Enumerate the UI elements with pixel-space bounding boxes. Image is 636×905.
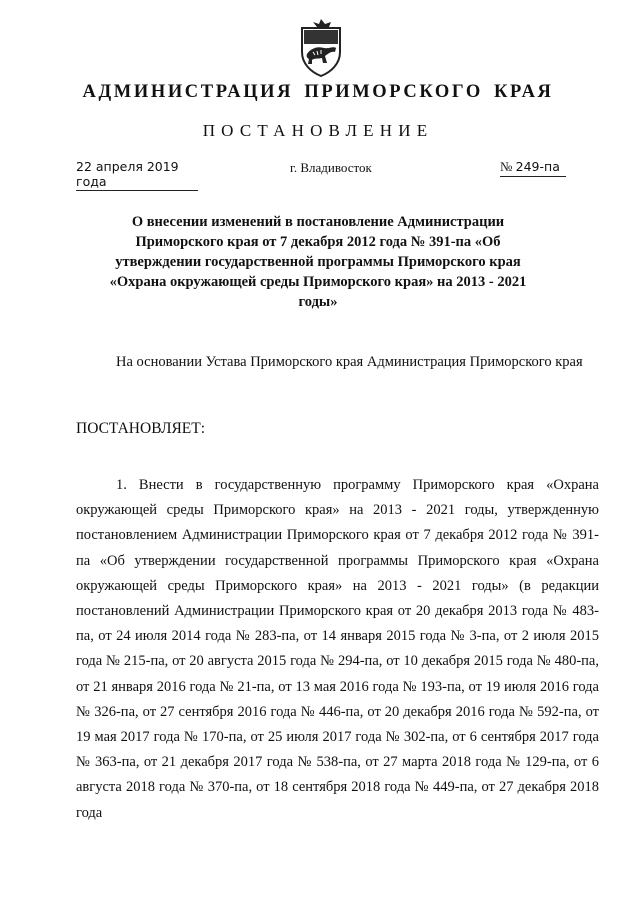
document-type: ПОСТАНОВЛЕНИЕ [202,121,434,140]
resolves-heading: ПОСТАНОВЛЯЕТ: [76,420,206,437]
number-prefix: № [500,159,513,174]
basis-paragraph: На основании Устава Приморского края Администрация Приморского края [116,354,583,370]
number-value: 249-па [515,159,560,174]
document-number [500,159,566,177]
item-1-paragraph: 1. Внести в государственную программу Приморского края «Охрана окружающей среды Приморского края» на 2013 - 2021 годы, утвержденную постановлением Администрации Приморского края от 7 декабря 2012 года № 391-па «Об утверждении государственной программы Приморского края «Охрана окружающей среды Приморского края» на 2013 - 2021 годы» (в редакции постановлений Администрации Приморского края от 20 декабря 2013 года № 483-па, от 24 июля 2014 года № 283-па, от 14 января 2015 года № 3-па, от 2 июля 2015 года № 215-па, от 20 августа 2015 года № 294-па, от 10 декабря 2015 года № 480-па, от 21 января 2016 года № 21-па, от 13 мая 2016 года № 193-па, от 19 июля 2016 года № 326-па, от 27 сентября 2016 года № 446-па, от 20 декабря 2016 года № 592-па, от 19 мая 2017 года № 170-па, от 25 июля 2017 года № 302-па, от 6 сентября 2017 года № 363-па, от 21 декабря 2017 года № 538-па, от 27 марта 2018 года № 129-па, от 6 августа 2018 года № 370-па, от 18 сентября 2018 года № 449-па, от 27 декабря 2018 года [76,477,599,821]
organization-name: АДМИНИСТРАЦИЯ ПРИМОРСКОГО КРАЯ [82,82,554,102]
coat-of-arms-icon [298,18,344,78]
document-date: 22 апреля 2019 года [76,159,198,191]
document-title: О внесении изменений в постановление Администрации Приморского края от 7 декабря 2012 года № 391-па «Об утверждении государственной программы Приморского края «Охрана окружающей среды Приморского края» на 2013 - 2021 годы» [109,214,527,310]
document-city: г. Владивосток [290,160,372,175]
